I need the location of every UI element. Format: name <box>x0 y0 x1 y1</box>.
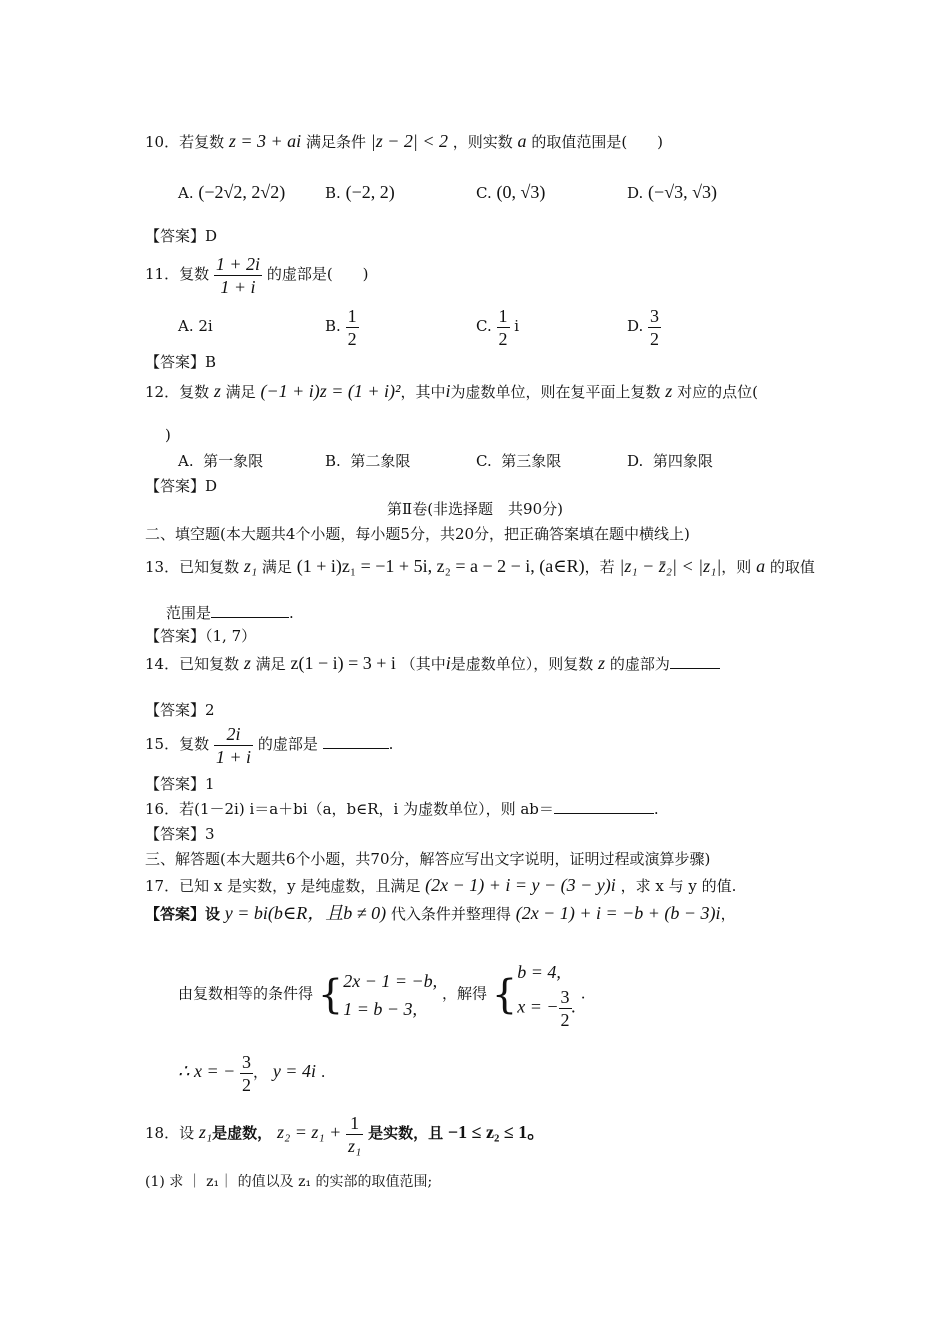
q18-stem: 18．设 z₁是虚数， z₂ = z₁ + $\frac{1}{\text{z₁}}$ 是实数，且 −1 ≤ z₂ ≤ 1。 <box>145 1112 546 1156</box>
q15-answer: 【答案】1 <box>145 775 215 793</box>
q12-option-d: D. 第四象限 <box>627 452 713 470</box>
q11-stem: 11．复数 $\frac{1 + 2i}{1 + i}$ 的虚部是( ) <box>145 253 369 297</box>
q10-expr-z: z = 3 + ai <box>228 131 302 151</box>
q14-expr: z(1 − i) = 3 + i <box>290 653 396 673</box>
q15-fraction: $\frac{2i}{1 + i}$ <box>215 723 252 767</box>
q10-option-a: A. (−2√2, 2√2) <box>178 182 286 202</box>
q11-option-d: D. $\frac{3}{2}$ <box>627 305 660 349</box>
q17-answer-line1: 【答案】设 y = bi(b∈R，且b ≠ 0) 代入条件并整理得 (2x − 1) + i = −b + (b − 3)i， <box>145 903 736 923</box>
q11-option-b: B. $\frac{1}{2}$ <box>325 305 357 349</box>
q12-option-a: A. 第一象限 <box>178 452 264 470</box>
q11-option-a: A. 2i <box>178 317 213 335</box>
q17-stem: 17．已知 x 是实数，y 是纯虚数，且满足 (2x − 1) + i = y − (3 − y)i ，求 x 与 y 的值. <box>145 875 737 895</box>
q11-answer: 【答案】B <box>145 353 217 371</box>
q13-answer: 【答案】（1, 7） <box>145 627 257 645</box>
q13-cond: |z₁ − z̄₂| < |z₁| <box>619 556 722 576</box>
q12-option-c: C. 第三象限 <box>476 452 562 470</box>
q16-stem: 16．若(1－2i) i＝a＋bi（a，b∈R，i 为虚数单位），则 ab＝ . <box>145 800 659 818</box>
q12-expr: (−1 + i)z = (1 + i)² <box>260 381 401 401</box>
section2-heading: 二、填空题(本大题共4个小题，每小题5分，共20分，把正确答案填在题中横线上) <box>145 525 690 543</box>
q10-option-c: C. (0, √3) <box>476 182 546 202</box>
q11-option-c: C. $\frac{1}{2}$ i <box>476 305 520 349</box>
q12-answer: 【答案】D <box>145 477 218 495</box>
q11-fraction: $\frac{1 + 2i}{1 + i}$ <box>215 253 261 297</box>
q17-expr: (2x − 1) + i = y − (3 − y)i <box>425 875 616 895</box>
q16-answer: 【答案】3 <box>145 825 215 843</box>
q10-expr-cond: |z − 2| < 2 <box>370 131 448 151</box>
q10-option-b: B. (−2, 2) <box>325 182 395 202</box>
q17-solution-system: 由复数相等的条件得 { 2x − 1 = −b, 1 = b − 3, ，解得 { b = 4, x = − $\frac{3}{2}$ . . <box>178 962 586 1030</box>
q10-option-d: D. (−√3, √3) <box>627 182 717 202</box>
q17-conclusion: ∴ x = − $\frac{3}{2}$ ， y = 4i . <box>178 1051 326 1095</box>
section2-title: 第Ⅱ卷(非选择题 共90分) <box>387 500 563 518</box>
q10-stem: 10．若复数 z = 3 + ai 满足条件 |z − 2| < 2 ，则实数 a 的取值范围是( ) <box>145 131 664 151</box>
q10-answer: 【答案】D <box>145 227 218 245</box>
q18-part1: (1) 求 ｜ z₁｜ 的值以及 z₁ 的实部的取值范围; <box>145 1174 433 1190</box>
q14-stem: 14．已知复数 z 满足 z(1 − i) = 3 + i （其中i是虚数单位），则复数 z 的虚部为 <box>145 653 720 674</box>
q13-stem-cont: 范围是 . <box>166 604 294 622</box>
q13-expr: (1 + i)z₁ = −1 + 5i, z₂ = a − 2 − i, (a∈R) <box>296 556 585 576</box>
q12-option-b: B. 第二象限 <box>325 452 411 470</box>
q14-answer: 【答案】2 <box>145 701 215 719</box>
q12-stem: 12．复数 z 满足 (−1 + i)z = (1 + i)²，其中i为虚数单位，则在复平面上复数 z 对应的点位( <box>145 381 758 401</box>
q13-stem: 13．已知复数 z₁ 满足 (1 + i)z₁ = −1 + 5i, z₂ = a − 2 − i, (a∈R)，若 |z₁ − z̄₂| < |z₁|，则 a 的取值 <box>145 556 815 576</box>
section3-heading: 三、解答题(本大题共6个小题，共70分，解答应写出文字说明，证明过程或演算步骤) <box>145 850 711 868</box>
q15-stem: 15．复数 $\frac{2i}{1 + i}$ 的虚部是 . <box>145 723 394 767</box>
q12-stem-cont: ) <box>165 426 171 444</box>
